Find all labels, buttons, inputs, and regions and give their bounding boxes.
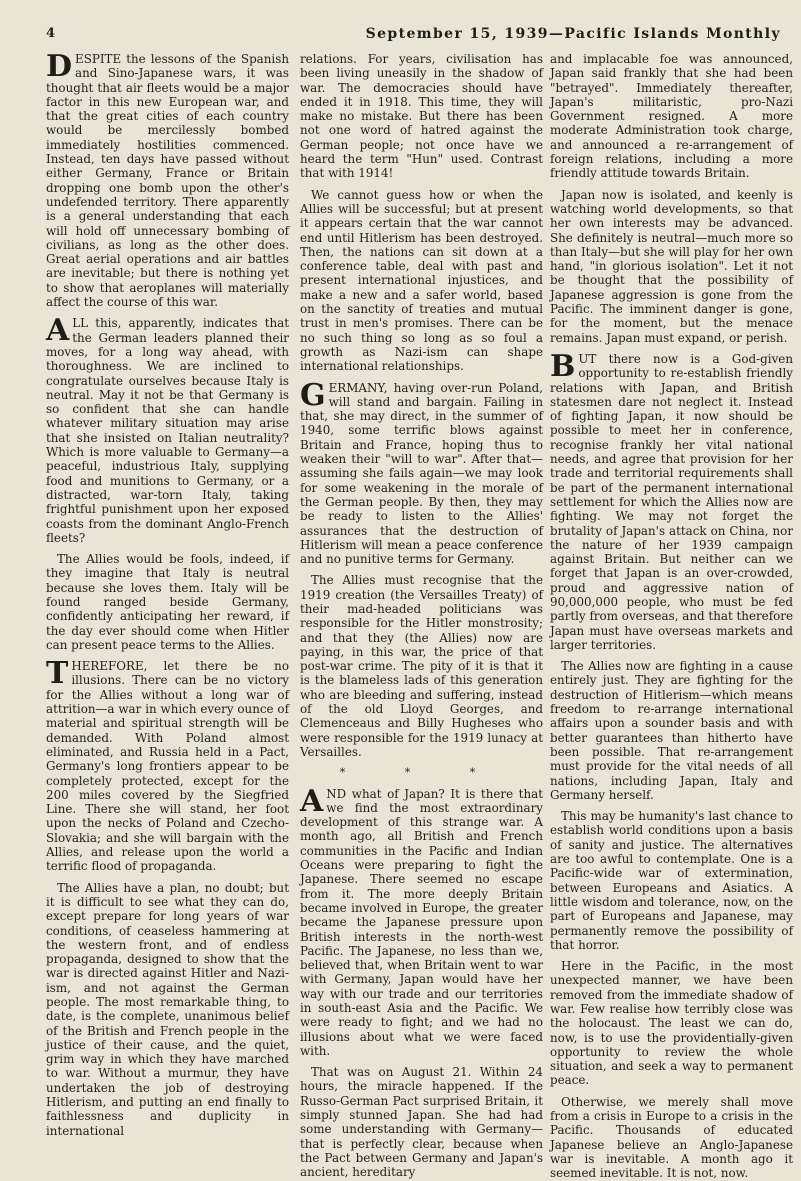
page-number: 4 xyxy=(46,26,56,41)
drop-cap: B xyxy=(550,348,576,384)
paragraph: Japan now is isolated, and keenly is watching world developments, so that her own interests may be advanced. She definitely is neutral—much more so than Italy—but she will play for her own hand, "in glorious isolation". Let it not be thought that the possibility of Japanese aggression is gone from the Pacific. The imminent danger is gone, for the moment, but the menace remains. Japan must expand, or perish. xyxy=(550,187,793,345)
running-title: September 15, 1939—Pacific Islands Monthly xyxy=(365,26,781,42)
paragraph xyxy=(46,49,289,310)
drop-cap: G xyxy=(300,377,326,413)
paragraph: This may be humanity's last chance to establish world conditions upon a basis of sanity and justice. The alternatives are too awful to contemplate. One is a Pacific-wide war of extermination, between Europeans and Asiatics. A little wisdom and tolerance, now, on the part of Europeans and Japanese, may permanently remove the possibility of that horror. xyxy=(550,809,793,952)
drop-cap: A xyxy=(46,313,70,349)
paragraph xyxy=(300,783,543,1059)
paragraph: The Allies must recognise that the 1919 creation (the Versailles Treaty) of their mad-headed politicians was responsible for the Hitler monstrosity; and that they (the Allies) now are paying, in this war, the price of that post-war crime. The pity of it is that it is the blameless lads of this generation who are bleeding and suffering, instead of the old Lloyd Georges, and Clemenceaus and Billy Hugheses who were responsible for the 1919 lunacy at Versailles. xyxy=(300,573,543,759)
paragraph: That was on August 21. Within 24 hours, the miracle happened. If the Russo-German Pact surprised Britain, it simply stunned Japan. She had had some understanding with Germany—that is perfectly clear, because when the Pact between Germany and Japan's ancient, hereditary xyxy=(300,1065,543,1180)
paragraph-text: ERMANY, having over-run Poland, will stand and bargain. Failing in that, she may direct, in the summer of 1940, some terrific blows against Britain and France, hoping thus to weaken their "will to war". After that—assuming she fails again—we may look for some weakening in the morale of the German people. By then, they may be ready to listen to the Allies' assurances that the destruction of Hitlerism will mean a peace conference and no punitive terms for Germany. xyxy=(300,380,543,567)
paragraph-text: ND what of Japan? It is there that we find the most extraordinary development of this strange war. A month ago, all British and French communities in the Pacific and Indian Oceans were preparing to fight the Japanese. There seemed no escape from it. The more deeply Britain became involved in Europe, the greater became the Japanese pressure upon British interests in the north-west Pacific. The Japanese, no less than we, believed that, when Britain went to war with Germany, Japan would have her way with our trade and our territories in south-east Asia and the Pacific. We were ready to fight; and we had no illusions about what we were faced with. xyxy=(300,786,543,1058)
paragraph: Here in the Pacific, in the most unexpected manner, we have been removed from the immediate shadow of war. Few realise how terribly close was the holocaust. The least we can do, now, is to use the providentially-given opportunity to review the whole situation, and seek a way to permanent peace. xyxy=(550,959,793,1088)
column-3 xyxy=(550,52,793,1181)
paragraph xyxy=(46,656,289,874)
paragraph: We cannot guess how or when the Allies will be successful; but at present it appears certain that the war cannot end until Hitlerism has been destroyed. Then, the nations can sit down at a conference table, deal with past and present international injustices, and make a new and a safer world, based on the sanctity of treaties and mutual trust in men's promises. There can be no such thing so long as so foul a growth as Nazi-ism can shape international relationships. xyxy=(300,187,543,374)
drop-cap: D xyxy=(46,49,73,84)
paragraph xyxy=(550,348,793,652)
paragraph: Otherwise, we merely shall move from a crisis in Europe to a crisis in the Pacific. Thousands of educated Japanese believe an Anglo-Japanese war is inevitable. A month ago it seemed inevitable. It is not, now. xyxy=(550,1094,793,1181)
paragraph-text: ESPITE the lessons of the Spanish and Sino-Japanese wars, it was thought that air fleets would be a major factor in this new European war, and that the great cities of each country would be mercilessly bombed immediately hostilities commenced. Instead, ten days have passed without either Germany, France or Britain dropping one bomb upon the other's undefended territory. There apparently is a general understanding that each will hold off unnecessary bombing of civilians, as long as the other does. Great aerial operations and air battles are inevitable; but there is nothing yet to show that aeroplanes will materially affect the course of this war. xyxy=(46,52,289,310)
column-2 xyxy=(300,52,543,1180)
drop-cap: A xyxy=(300,783,324,819)
paragraph-text: UT there now is a God-given opportunity to re-establish friendly relations with Japan, and British statesmen dare not neglect it. Instead of fighting Japan, it now should be possible to meet her in conference, recognise frankly her vital national needs, and agree that provision for her trade and territorial requirements shall be part of the permanent international settlement for which the Allies now are fighting. We may not forget the brutality of Japan's attack on China, nor the nature of her 1939 campaign against Britain. But neither can we forget that Japan is an over-crowded, proud and aggressive nation of 90,000,000 people, who must be fed partly from overseas, and that therefore Japan must have overseas markets and larger territories. xyxy=(550,351,793,652)
drop-cap: T xyxy=(46,656,69,692)
page-header xyxy=(46,24,781,46)
paragraph: and implacable foe was announced, Japan said frankly that she had been "betrayed". Immediately thereafter, Japan's militaristic, pro-Nazi Government resigned. A more moderate Administration took charge, and announced a re-arrangement of foreign relations, including a more friendly attitude towards Britain. xyxy=(550,52,793,181)
section-separator: * * * xyxy=(339,766,504,780)
paragraph: relations. For years, civilisation has been living uneasily in the shadow of war. The democracies should have ended it in 1918. This time, they will make no mistake. But there has been not one word of hatred against the German people; not once have we heard the term "Hun" used. Contrast that with 1914! xyxy=(300,52,543,181)
paragraph-text: HEREFORE, let there be no illusions. There can be no victory for the Allies without a long war of attrition—a war in which every ounce of material and spiritual strength will be demanded. With Poland almost eliminated, and Russia held in a Pact, Germany's long frontiers appear to be completely protected, except for the 200 miles covered by the Siegfried Line. There she will stand, her foot upon the necks of Poland and Czecho-Slovakia; and she will bargain with the Allies, and release upon the world a terrific flood of propaganda. xyxy=(46,659,289,874)
paragraph: The Allies now are fighting in a cause entirely just. They are fighting for the destruction of Hitlerism—which means freedom to re-arrange international affairs upon a sounder basis and with better guarantees than hitherto have been possible. That re-arrangement must provide for the vital needs of all nations, including Japan, Italy and Germany herself. xyxy=(550,659,793,802)
paragraph xyxy=(46,313,289,545)
paragraph-text: LL this, apparently, indicates that the German leaders planned their moves, for a long way ahead, with thoroughness. We are inclined to congratulate ourselves because Italy is neutral. May it not be that Germany is so confident that she can handle whatever military situation may arise that she insisted on Italian neutrality? Which is more valuable to Germany—a peaceful, industrious Italy, supplying food and munitions to Germany, or a distracted, war-torn Italy, taking frightful punishment upon her exposed coasts from the dominant Anglo-French fleets? xyxy=(46,316,289,545)
paragraph: The Allies have a plan, no doubt; but it is difficult to see what they can do, except prepare for long years of war conditions, of ceaseless hammering at the western front, and of endless propaganda, designed to show that the war is directed against Hitler and Nazi-ism, and not against the German people. The most remarkable thing, to date, is the complete, unanimous belief of the British and French people in the justice of their cause, and the quiet, grim way in which they have marched to war. Without a murmur, they have undertaken the job of destroying Hitlerism, and putting an end finally to faithlessness and duplicity in international xyxy=(46,880,289,1138)
column-1 xyxy=(46,49,289,1138)
paragraph: The Allies would be fools, indeed, if they imagine that Italy is neutral because she loves them. Italy will be found ranged beside Germany, confidently anticipating her reward, if the day ever should come when Hitler can present peace terms to the Allies. xyxy=(46,552,289,652)
paragraph xyxy=(300,377,543,567)
